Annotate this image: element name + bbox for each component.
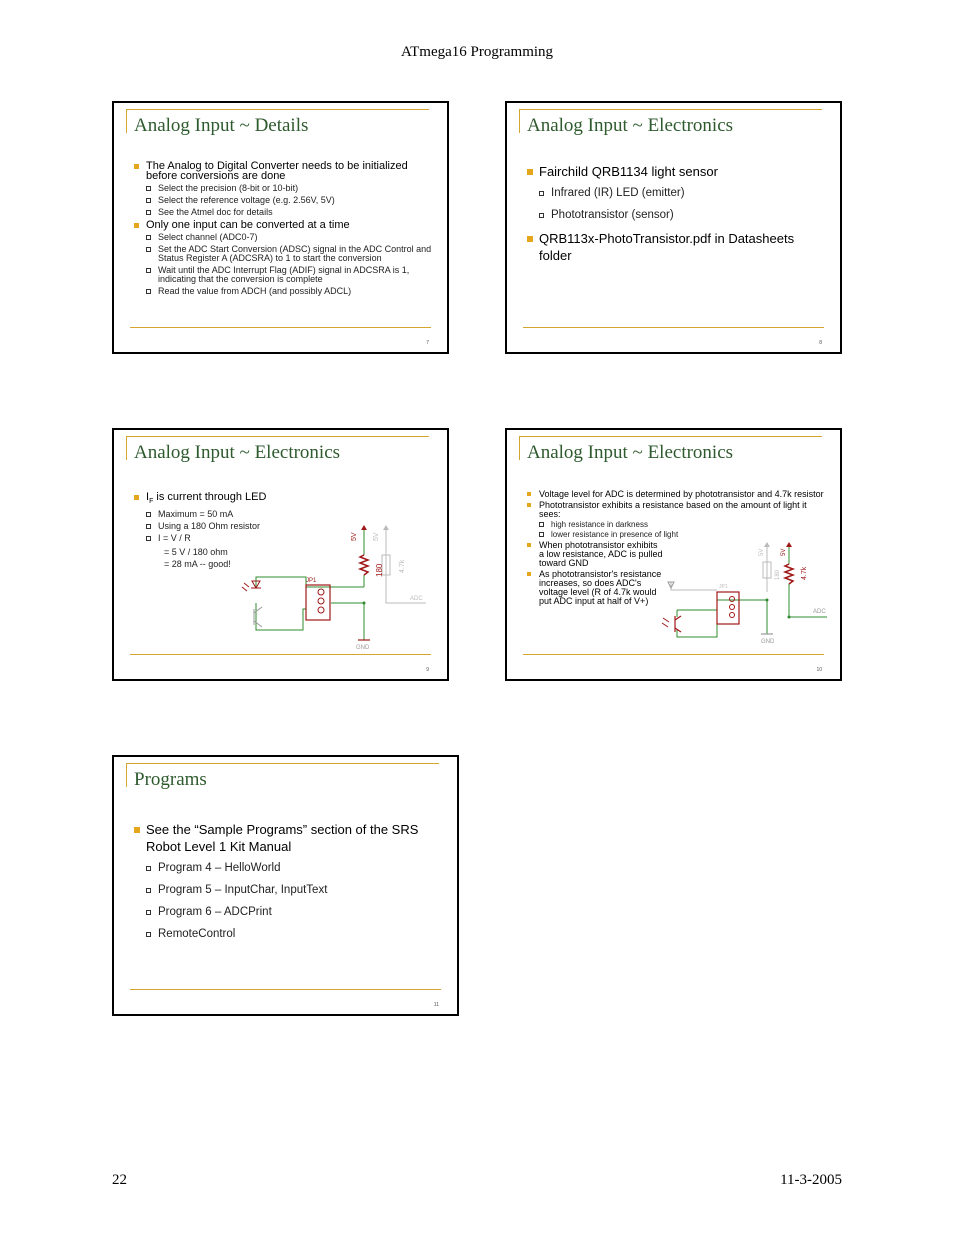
slide-8 xyxy=(505,101,842,354)
resistor-icon xyxy=(785,564,793,584)
slide-title: Analog Input ~ Electronics xyxy=(527,442,734,463)
sub-bullet: Program 6 – ADCPrint xyxy=(134,905,443,919)
sub-bullet: Set the ADC Start Conversion (ADSC) signal in the ADC Control and Status Register A (ADCSRA) to 1 to start the conversion xyxy=(134,245,433,263)
calc-line: = 5 V / 180 ohm xyxy=(164,547,228,558)
schematic-label: GND xyxy=(356,645,370,651)
slide-number: 11 xyxy=(433,1002,439,1008)
page-number: 22 xyxy=(112,1172,127,1188)
sub-bullet: Using a 180 Ohm resistor xyxy=(134,522,433,531)
slide-footer-line xyxy=(523,654,824,655)
slide-accent-line xyxy=(519,436,520,460)
sub-bullet: lower resistance in presence of light xyxy=(527,531,826,539)
slide-number: 9 xyxy=(426,667,429,673)
slide-title: Analog Input ~ Electronics xyxy=(527,115,734,136)
bullet: Phototransistor exhibits a resistance based on the amount of light it sees: xyxy=(527,501,826,519)
sub-bullet: Program 4 – HelloWorld xyxy=(134,861,443,875)
slide-body xyxy=(134,161,433,299)
sub-bullet: high resistance in darkness xyxy=(527,521,826,529)
bullet-text: is current through LED xyxy=(153,491,267,503)
bullet: The Analog to Digital Converter needs to be initialized before conversions are done xyxy=(134,161,433,181)
schematic-label: 180 xyxy=(375,563,384,577)
bullet-text: I xyxy=(146,491,150,503)
schematic-label: 5V xyxy=(373,532,380,541)
slide-accent-line xyxy=(126,436,127,460)
slide-11 xyxy=(112,755,459,1016)
schematic-label: 4.7k xyxy=(399,559,406,573)
slide-body xyxy=(527,163,826,270)
schematic-label: ADC xyxy=(813,609,826,615)
sub-bullet: I = V / R xyxy=(134,534,433,543)
schematic-label: GND xyxy=(761,639,775,645)
bullet-subscript: F xyxy=(149,498,154,506)
schematic-label: 4.7k xyxy=(801,566,808,580)
document-date: 11-3-2005 xyxy=(780,1172,842,1188)
sub-bullet: Wait until the ADC Interrupt Flag (ADIF) signal in ADCSRA is 1, indicating that the conversion is complete xyxy=(134,266,433,284)
slide-footer-line xyxy=(130,327,431,328)
schematic-label: JP1 xyxy=(719,584,728,590)
slide-accent-line xyxy=(519,109,822,110)
slide-footer-line xyxy=(523,327,824,328)
sub-bullet: Select channel (ADC0-7) xyxy=(134,233,433,242)
sub-bullet: Read the value from ADCH (and possibly ADCL) xyxy=(134,287,433,296)
slide-title: Analog Input ~ Details xyxy=(134,115,309,136)
sub-bullet: Maximum = 50 mA xyxy=(134,510,433,519)
slide-10 xyxy=(505,428,842,681)
slide-9 xyxy=(112,428,449,681)
bullet: Only one input can be converted at a time xyxy=(134,220,433,230)
slide-accent-line xyxy=(519,436,822,437)
document-header: ATmega16 Programming xyxy=(400,44,554,60)
schematic-label: 5V xyxy=(351,532,358,541)
resistor-icon xyxy=(360,555,368,575)
slide-title: Programs xyxy=(134,769,207,790)
sub-bullet: Phototransistor (sensor) xyxy=(527,208,826,222)
sub-bullet: See the Atmel doc for details xyxy=(134,208,433,217)
bullet: When phototransistor exhibits a low resistance, ADC is pulled toward GND xyxy=(527,541,664,568)
slide-title: Analog Input ~ Electronics xyxy=(134,442,341,463)
bullet: See the “Sample Programs” section of the SRS Robot Level 1 Kit Manual xyxy=(134,821,443,855)
schematic-label: 5V xyxy=(781,548,787,556)
schematic-label: ADC xyxy=(410,596,423,602)
sub-bullet: Select the reference voltage (e.g. 2.56V, 5V) xyxy=(134,196,433,205)
bullet: Voltage level for ADC is determined by phototransistor and 4.7k resistor xyxy=(527,490,826,499)
sub-bullet: RemoteControl xyxy=(134,927,443,941)
bullet xyxy=(134,492,433,507)
schematic-label: 5V xyxy=(759,548,765,556)
calc-line: = 28 mA -- good! xyxy=(164,559,231,570)
slide-footer-line xyxy=(130,989,441,990)
schematic-label: JP1 xyxy=(306,578,317,584)
slide-7 xyxy=(112,101,449,354)
bullet: Fairchild QRB1134 light sensor xyxy=(527,163,826,180)
circuit-schematic xyxy=(236,525,436,655)
slide-accent-line xyxy=(126,109,127,133)
slide-accent-line xyxy=(519,109,520,133)
bullet: As phototransistor's resistance increases, so does ADC's voltage level (R of 4.7k would put ADC input at half of V+) xyxy=(527,570,664,606)
slide-accent-line xyxy=(126,109,429,110)
slide-accent-line xyxy=(126,763,127,787)
connector-icon xyxy=(717,592,739,624)
slide-footer-line xyxy=(130,654,431,655)
bullet: QRB113x-PhotoTransistor.pdf in Datasheets folder xyxy=(527,230,826,264)
sub-bullet: Infrared (IR) LED (emitter) xyxy=(527,186,826,200)
sub-bullet: Program 5 – InputChar, InputText xyxy=(134,883,443,897)
slide-body xyxy=(134,821,443,949)
sub-bullet: Select the precision (8-bit or 10-bit) xyxy=(134,184,433,193)
slide-number: 8 xyxy=(819,340,822,346)
slide-accent-line xyxy=(126,436,429,437)
schematic-label: 180 xyxy=(775,569,781,580)
slide-number: 7 xyxy=(426,340,429,346)
slide-accent-line xyxy=(126,763,439,764)
circuit-schematic xyxy=(657,542,827,647)
slide-number: 10 xyxy=(816,667,822,673)
